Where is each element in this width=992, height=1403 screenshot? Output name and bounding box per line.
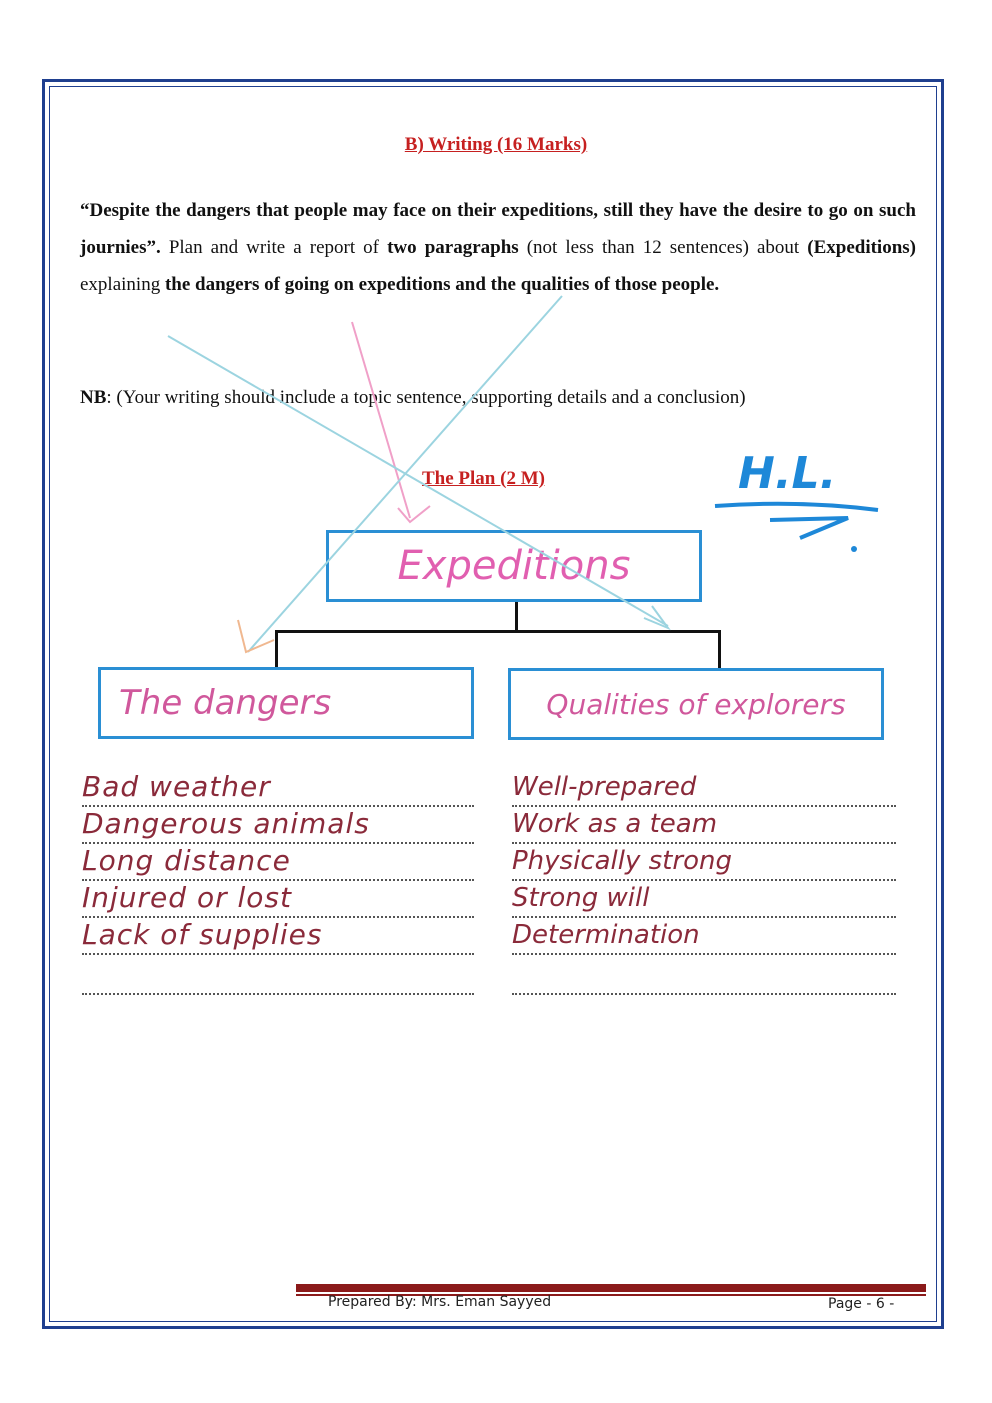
footer-page-number: Page - 6 - bbox=[828, 1296, 895, 1312]
plan-main-box: Expeditions bbox=[326, 530, 702, 602]
pink-arrow bbox=[352, 322, 410, 518]
mark-dot bbox=[851, 546, 857, 552]
list-item: Strong will bbox=[512, 881, 896, 918]
list-item: Bad weather bbox=[82, 770, 474, 807]
list-item: Physically strong bbox=[512, 844, 896, 881]
mark-underline bbox=[715, 504, 878, 510]
prompt-bold-3: the dangers of going on expeditions and the qualities of those people. bbox=[164, 274, 720, 295]
left-arrowhead bbox=[238, 620, 274, 652]
prompt-text-3: explaining bbox=[80, 274, 165, 295]
prompt-bold-1: two paragraphs bbox=[387, 237, 519, 258]
plan-title: The Plan (2 M) bbox=[422, 468, 545, 489]
right-arrowhead bbox=[644, 606, 668, 628]
prompt-text-2: (not less than 12 sentences) about bbox=[518, 237, 808, 258]
nb-label: NB bbox=[80, 387, 107, 408]
prompt-quote: “Despite the dangers that people may face on their expeditions, still they have the desire to go on such journies”. bbox=[80, 200, 916, 258]
list-item: Long distance bbox=[82, 844, 474, 881]
list-item: Dangerous animals bbox=[82, 807, 474, 844]
teacher-mark: H.L. bbox=[738, 448, 837, 499]
plan-left-box: The dangers bbox=[98, 667, 474, 739]
list-item: Work as a team bbox=[512, 807, 896, 844]
footer-bar bbox=[296, 1284, 926, 1292]
footer-author: Prepared By: Mrs. Eman Sayyed bbox=[328, 1294, 552, 1310]
list-item: Injured or lost bbox=[82, 881, 474, 918]
pink-arrowhead bbox=[398, 506, 430, 522]
list-item: Well-prepared bbox=[512, 770, 896, 807]
prompt-bold-2: (Expeditions) bbox=[807, 237, 916, 258]
list-item: Lack of supplies bbox=[82, 918, 474, 955]
mark-check bbox=[770, 518, 848, 538]
plan-right-box: Qualities of explorers bbox=[508, 668, 884, 740]
nb-text: : (Your writing should include a topic sentence, supporting details and a conclusion) bbox=[106, 387, 746, 408]
teal-arrow-right bbox=[168, 336, 668, 626]
section-title: B) Writing (16 Marks) bbox=[404, 134, 588, 155]
list-item: Determination bbox=[512, 918, 896, 955]
prompt-text-1: Plan and write a report of bbox=[160, 237, 388, 258]
